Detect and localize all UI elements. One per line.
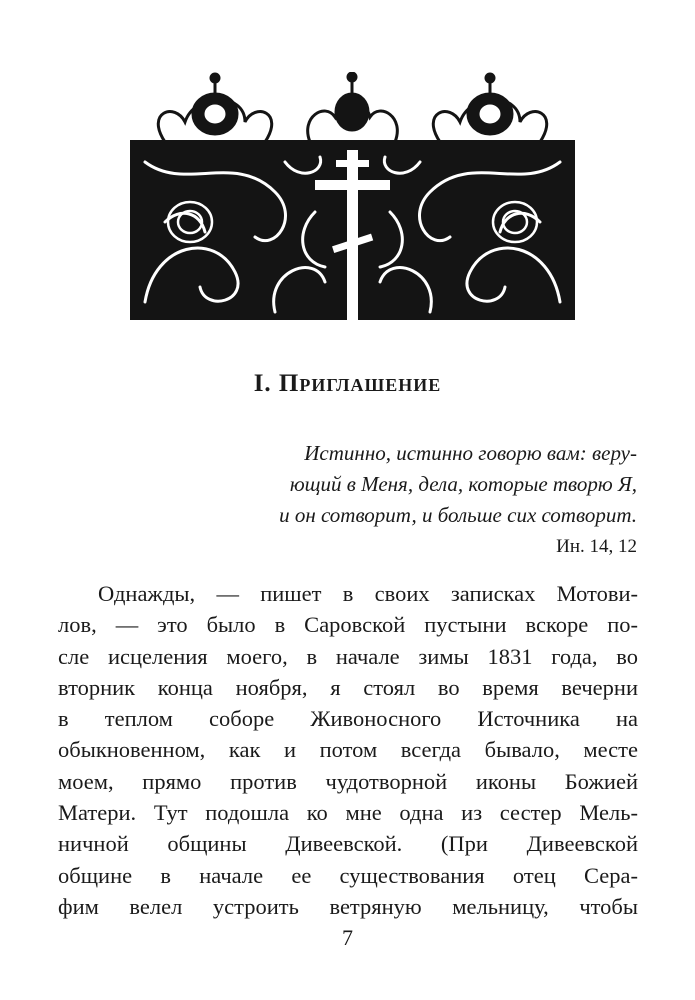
epigraph-line: ющий в Меня, дела, которые творю Я, (289, 472, 637, 496)
body-line: моем, прямо против чудотворной иконы Божией (58, 768, 638, 794)
body-line: общине в начале ее существования отец Сера- (58, 862, 638, 888)
chapter-title (0, 370, 695, 398)
epigraph-reference: Ин. 14, 12 (556, 536, 637, 557)
chapter-title-text: Приглашение (278, 370, 442, 397)
body-line: сле исцеления моего, в начале зимы 1831 года, во (58, 643, 638, 669)
page-number: 7 (342, 925, 353, 950)
headpiece-ornament (125, 72, 580, 330)
body-line: в теплом соборе Живоносного Источника на (58, 706, 638, 732)
epigraph (217, 438, 637, 562)
crown-ornament-center (308, 73, 398, 142)
epigraph-line: и он сотворит, и больше сих сотворит. (279, 503, 637, 527)
body-line: ничной общины Дивеевской. (При Дивеевской (58, 831, 638, 857)
chapter-numeral: I. (253, 370, 272, 397)
crown-ornament-left (158, 74, 271, 142)
body-line: обыкновенном, как и потом всегда бывало, месте (58, 737, 638, 763)
body-paragraph (58, 578, 638, 922)
body-line: лов, — это было в Саровской пустыни вскоре по- (58, 612, 638, 638)
crown-ornament-right (433, 74, 546, 142)
body-line: фим велел устроить ветряную мельницу, чтобы (58, 893, 638, 919)
body-line: вторник конца ноября, я стоял во время вечерни (58, 674, 638, 700)
body-line: Однажды, — пишет в своих записках Мотови- (98, 581, 638, 606)
epigraph-line: Истинно, истинно говорю вам: веру- (304, 441, 637, 465)
body-line: Матери. Тут подошла ко мне одна из сестер Мель- (58, 800, 638, 826)
